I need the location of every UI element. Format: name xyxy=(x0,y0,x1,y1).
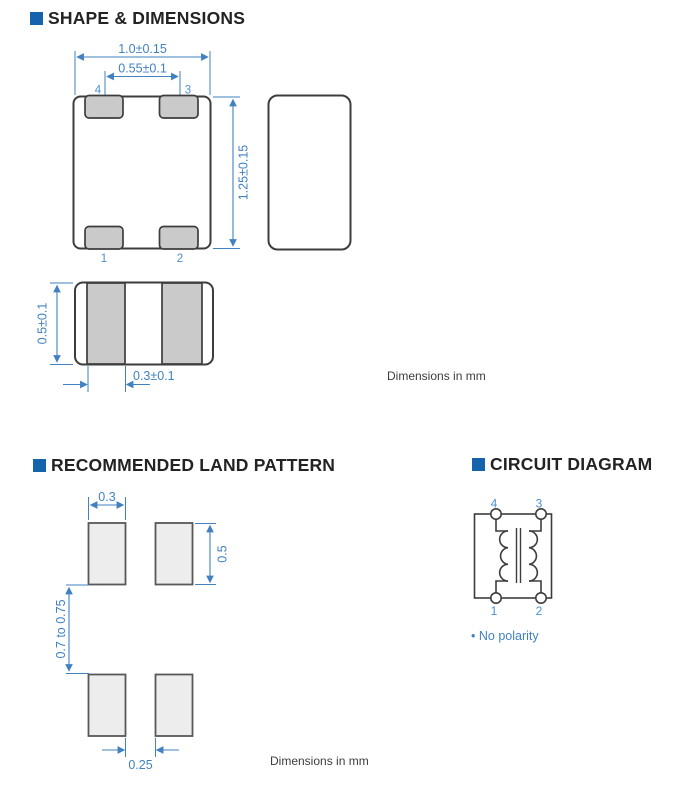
electrode-band-left xyxy=(87,283,125,364)
circuit-pin-label-2: 2 xyxy=(535,604,543,618)
winding-right xyxy=(529,531,537,581)
electrode-band-right xyxy=(162,283,202,364)
land-pad-top-left xyxy=(89,523,126,585)
dimension-pad-pitch xyxy=(105,62,180,96)
note-text: No polarity xyxy=(478,629,539,643)
circuit-pin-label-1: 1 xyxy=(490,604,498,618)
circuit-outline xyxy=(475,514,552,598)
land-section-header xyxy=(33,455,335,476)
land-pad-height-value: 0.5 xyxy=(215,545,230,563)
thickness-value: 0.5±0.1 xyxy=(35,302,50,345)
component-side-view-body xyxy=(269,96,351,250)
terminal-circle-2 xyxy=(536,593,546,603)
circuit-section-header xyxy=(472,454,652,475)
dimension-thickness xyxy=(36,283,74,365)
dimension-land-pad-height xyxy=(195,524,230,585)
terminal-pad-3 xyxy=(160,96,199,119)
circuit-section-title: CIRCUIT DIAGRAM xyxy=(490,454,653,474)
land-pad-width-value: 0.3 xyxy=(98,490,116,504)
dimension-land-pad-width xyxy=(89,490,126,520)
circuit-pin-label-3: 3 xyxy=(535,496,543,511)
shape-section-title: SHAPE & DIMENSIONS xyxy=(48,8,246,28)
terminal-pad-1 xyxy=(85,227,123,250)
shape-section-header xyxy=(30,8,245,29)
body-width-value: 1.0±0.15 xyxy=(118,42,167,56)
electrode-width-value: 0.3±0.1 xyxy=(133,369,175,383)
land-row-gap-value: 0.7 to 0.75 xyxy=(54,599,68,659)
core-lines xyxy=(517,528,521,583)
shape-dimensions-drawing xyxy=(30,40,370,405)
note-bullet: • xyxy=(471,629,476,643)
pin-label-3: 3 xyxy=(184,84,192,97)
land-pad-top-right xyxy=(156,523,193,585)
terminal-pad-2 xyxy=(160,227,199,250)
pin-label-2: 2 xyxy=(176,253,184,265)
section-bullet-square xyxy=(33,459,46,472)
pin-label-4: 4 xyxy=(94,84,102,97)
body-height-value: 1.25±0.15 xyxy=(236,144,251,201)
circuit-diagram-drawing xyxy=(465,492,595,622)
terminal-pad-4 xyxy=(85,96,123,119)
land-column-gap-value: 0.25 xyxy=(128,758,153,772)
no-polarity-note xyxy=(471,629,539,643)
winding-left xyxy=(500,531,508,581)
section-bullet-square xyxy=(472,458,485,471)
shape-units-note: Dimensions in mm xyxy=(387,369,486,383)
dimension-land-column-gap xyxy=(102,738,179,772)
dimension-land-row-gap xyxy=(54,585,89,674)
pad-pitch-value: 0.55±0.1 xyxy=(118,61,167,76)
land-section-title: RECOMMENDED LAND PATTERN xyxy=(51,455,336,475)
terminal-circle-1 xyxy=(491,593,501,603)
dimension-electrode-width xyxy=(63,366,175,392)
circuit-pin-label-4: 4 xyxy=(490,496,498,511)
dimension-body-height xyxy=(213,97,251,249)
land-pad-bottom-left xyxy=(89,675,126,737)
transformer-symbol xyxy=(496,514,541,598)
land-units-note: Dimensions in mm xyxy=(270,754,369,768)
land-pattern-drawing xyxy=(45,485,260,780)
pin-label-1: 1 xyxy=(100,253,108,265)
section-bullet-square xyxy=(30,12,43,25)
land-pad-bottom-right xyxy=(156,675,193,737)
